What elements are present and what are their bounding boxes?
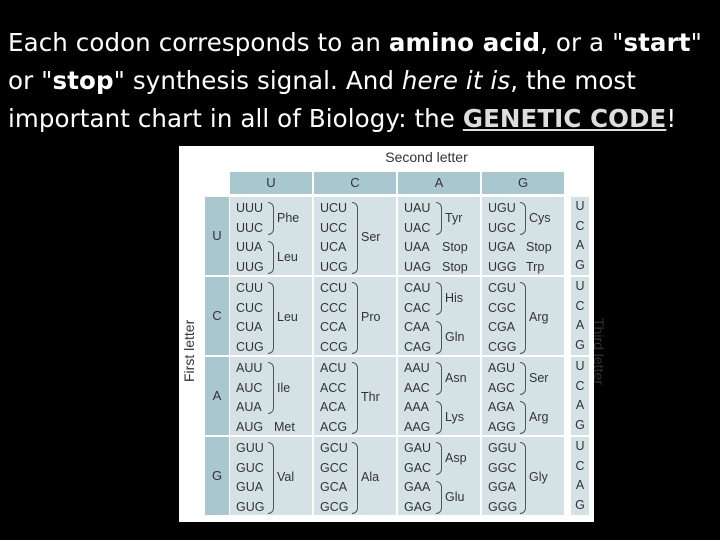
third-letter: A xyxy=(575,398,585,412)
second-letter-label: Second letter xyxy=(385,149,468,165)
codon: AGG xyxy=(488,419,516,434)
codon: AGC xyxy=(488,380,516,395)
codon-cell xyxy=(230,197,312,275)
codon: GCA xyxy=(320,480,348,494)
amino-acid-label: Ser xyxy=(361,230,381,245)
codon: UCG xyxy=(320,259,348,274)
third-letter: G xyxy=(575,337,585,352)
genetic-code-chart xyxy=(179,146,607,522)
codon: CCC xyxy=(320,300,348,315)
third-letter-column xyxy=(571,277,589,355)
slide-body-text xyxy=(8,24,714,138)
third-letter-column xyxy=(571,197,589,275)
third-letter: C xyxy=(575,378,585,393)
text-segment: " synthesis signal. And xyxy=(113,66,402,95)
codon: AGU xyxy=(488,361,516,375)
codon: GUC xyxy=(236,460,264,475)
amino-acid-label: Asn xyxy=(445,370,467,385)
codon: UGG xyxy=(488,259,517,274)
codon-group-brace xyxy=(268,282,274,354)
amino-acid-label: Gly xyxy=(529,470,548,485)
codon: UGC xyxy=(488,220,516,235)
amino-acid-label: Leu xyxy=(277,310,298,325)
amino-acid-label: Ser xyxy=(529,370,549,385)
codon: UCU xyxy=(320,201,348,215)
codon: UUA xyxy=(236,240,263,254)
codon: GUG xyxy=(236,499,265,514)
codon-group-brace xyxy=(268,241,274,274)
amino-acid-label: Arg xyxy=(529,409,549,424)
codon-group-brace xyxy=(520,282,526,354)
codon-group-brace xyxy=(268,202,274,235)
codon: GUA xyxy=(236,480,264,494)
codon: UGU xyxy=(488,201,516,215)
codon-cell xyxy=(314,357,396,435)
codon: CGA xyxy=(488,320,516,334)
text-segment: ! xyxy=(666,104,677,133)
codon: CUC xyxy=(236,300,264,315)
codon: AGA xyxy=(488,400,515,414)
amino-acid-label: Met xyxy=(274,419,295,434)
codon-cell xyxy=(314,437,396,515)
codon: GGA xyxy=(488,480,516,494)
codon: CGU xyxy=(488,281,516,295)
text-segment: " or " xyxy=(8,28,702,95)
amino-acid-label: Stop xyxy=(526,240,552,254)
codon-cell xyxy=(482,357,564,435)
codon: GAU xyxy=(404,441,432,455)
third-letter: U xyxy=(575,279,585,293)
first-letter-header: U xyxy=(205,197,229,275)
codon: CAG xyxy=(404,339,432,354)
first-letter-header: A xyxy=(205,357,229,435)
codon: AAU xyxy=(404,361,430,375)
codon-cell xyxy=(314,277,396,355)
amino-acid-label: Lys xyxy=(445,409,464,424)
codon: GCC xyxy=(320,460,348,475)
second-letter-header: A xyxy=(398,172,480,194)
amino-acid-label: Arg xyxy=(529,310,549,325)
codon: UAU xyxy=(404,201,431,215)
second-letter-header: C xyxy=(314,172,396,194)
codon-group-brace xyxy=(436,202,442,235)
codon: CAU xyxy=(404,281,431,295)
start-term: start xyxy=(623,28,691,57)
third-letter: G xyxy=(575,257,585,272)
codon-group-brace xyxy=(436,282,442,315)
codon: UUC xyxy=(236,220,264,235)
third-letter: U xyxy=(575,359,585,373)
codon-cell xyxy=(230,437,312,515)
codon: AAC xyxy=(404,380,430,395)
codon-cell xyxy=(398,277,480,355)
codon: GAG xyxy=(404,499,432,514)
codon-cell xyxy=(482,437,564,515)
amino-acid-label: Phe xyxy=(277,210,300,225)
here-it-is-emphasis: here it is xyxy=(401,66,511,95)
amino-acid-label: Thr xyxy=(361,390,380,405)
codon: ACU xyxy=(320,361,347,375)
codon: GCG xyxy=(320,499,349,514)
codon: AUG xyxy=(236,419,264,434)
codon: GAA xyxy=(404,480,431,494)
codon: AUC xyxy=(236,380,263,395)
codon-cell xyxy=(230,357,312,435)
codon-group-brace xyxy=(520,442,526,514)
stop-term: stop xyxy=(52,66,114,95)
codon: AUU xyxy=(236,361,263,375)
codon-cell xyxy=(398,197,480,275)
codon: UUG xyxy=(236,259,264,274)
codon: GAC xyxy=(404,460,432,475)
codon-group-brace xyxy=(436,481,442,514)
codon-group-brace xyxy=(352,442,358,514)
codon-group-brace xyxy=(520,401,526,434)
codon: CGC xyxy=(488,300,516,315)
codon-group-brace xyxy=(352,202,358,274)
codon-group-brace xyxy=(268,442,274,514)
amino-acid-label: Ile xyxy=(277,380,291,395)
third-letter: A xyxy=(575,478,585,492)
third-letter: G xyxy=(575,417,585,432)
codon-group-brace xyxy=(436,401,442,434)
amino-acid-label: Stop xyxy=(442,259,468,274)
codon: ACG xyxy=(320,419,348,434)
codon: CCA xyxy=(320,320,347,334)
amino-acid-label: Leu xyxy=(277,249,298,264)
codon: UUU xyxy=(236,201,264,215)
codon-group-brace xyxy=(436,442,442,475)
amino-acid-label: Cys xyxy=(529,210,551,225)
codon: UAA xyxy=(404,240,430,254)
codon-group-brace xyxy=(352,282,358,354)
third-letter: U xyxy=(575,439,585,453)
codon: CUU xyxy=(236,281,264,295)
codon: ACC xyxy=(320,380,347,395)
second-letter-header: U xyxy=(230,172,312,194)
amino-acid-term: amino acid xyxy=(388,28,541,57)
codon-group-brace xyxy=(520,362,526,395)
codon: GUU xyxy=(236,441,264,455)
third-letter-column xyxy=(571,357,589,435)
amino-acid-label: Val xyxy=(277,470,295,485)
codon: CUA xyxy=(236,320,263,334)
third-letter: U xyxy=(575,199,585,213)
codon: UGA xyxy=(488,240,516,254)
amino-acid-label: Pro xyxy=(361,310,381,325)
second-letter-header: G xyxy=(482,172,564,194)
codon-group-brace xyxy=(352,362,358,434)
codon: ACA xyxy=(320,400,346,414)
codon: CGG xyxy=(488,339,517,354)
text-segment: " xyxy=(612,28,624,57)
text-segment: , or a xyxy=(540,28,613,57)
amino-acid-label: His xyxy=(445,290,464,305)
third-letter-label: Third letter xyxy=(591,318,607,385)
codon: CCG xyxy=(320,339,348,354)
codon: AUA xyxy=(236,400,262,414)
first-letter-header: C xyxy=(205,277,229,355)
codon: GCU xyxy=(320,441,348,455)
codon: CUG xyxy=(236,339,264,354)
codon: GGC xyxy=(488,460,517,475)
codon-group-brace xyxy=(436,321,442,354)
codon: AAA xyxy=(404,400,430,414)
codon: AAG xyxy=(404,419,431,434)
text-segment: , the most important chart in all of Biology: the xyxy=(8,66,636,133)
text-segment: Each codon corresponds to an xyxy=(8,28,389,57)
amino-acid-label: Asp xyxy=(445,450,467,465)
third-letter: A xyxy=(575,238,585,252)
codon-cell xyxy=(398,437,480,515)
amino-acid-label: Gln xyxy=(445,329,465,344)
codon: GGG xyxy=(488,499,518,514)
third-letter: C xyxy=(575,458,585,473)
amino-acid-label: Glu xyxy=(445,489,465,504)
amino-acid-label: Ala xyxy=(361,470,380,485)
third-letter: C xyxy=(575,298,585,313)
amino-acid-label: Tyr xyxy=(445,210,463,225)
codon: UCC xyxy=(320,220,348,235)
codon-group-brace xyxy=(268,362,274,414)
codon: CAC xyxy=(404,300,431,315)
first-letter-header: G xyxy=(205,437,229,515)
codon-cell xyxy=(398,357,480,435)
codon-cell xyxy=(482,277,564,355)
third-letter: A xyxy=(575,318,585,332)
codon: UCA xyxy=(320,240,347,254)
codon: UAG xyxy=(404,259,432,274)
codon-cell xyxy=(482,197,564,275)
codon: CCU xyxy=(320,281,348,295)
codon-group-brace xyxy=(436,362,442,395)
codon: GGU xyxy=(488,441,517,455)
codon-cell xyxy=(314,197,396,275)
amino-acid-label: Stop xyxy=(442,240,468,254)
first-letter-label: First letter xyxy=(181,319,197,382)
third-letter: C xyxy=(575,218,585,233)
genetic-code-term: GENETIC CODE xyxy=(462,104,667,133)
third-letter: G xyxy=(575,497,585,512)
third-letter-column xyxy=(571,437,589,515)
amino-acid-label: Trp xyxy=(526,259,545,274)
codon: UAC xyxy=(404,220,431,235)
codon-cell xyxy=(230,277,312,355)
codon-group-brace xyxy=(520,202,526,235)
codon: CAA xyxy=(404,320,430,334)
